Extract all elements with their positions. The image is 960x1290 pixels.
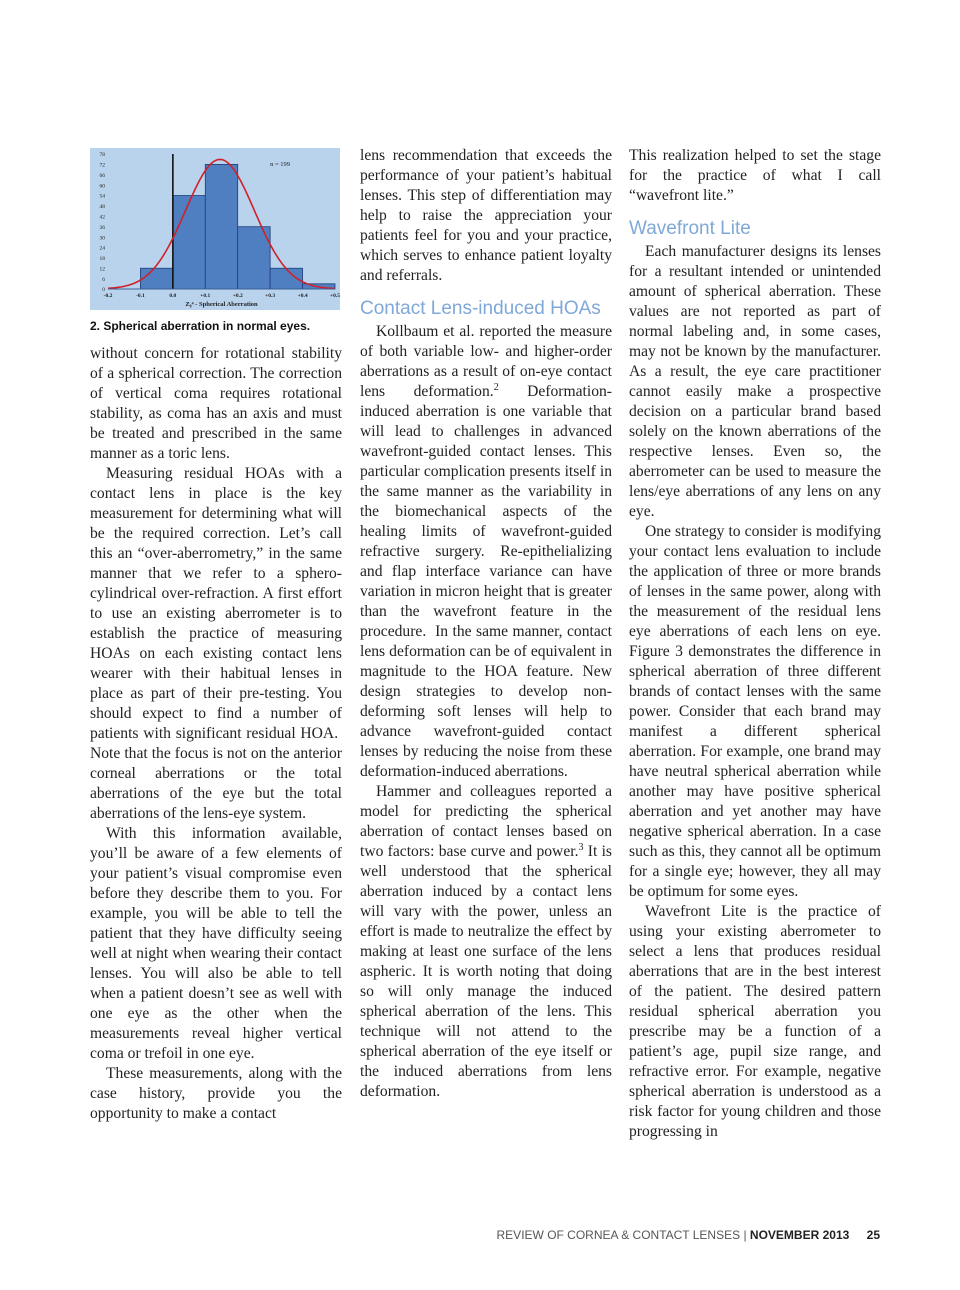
x-tick-label: +0.3 [265,293,276,299]
x-tick-label: 0.0 [169,293,177,299]
column-3 [629,146,881,1142]
paragraph: Each manufacturer designs its lenses for a resultant intended or unintended amount of spherical aberration. These values are not reported as part of normal labeling and, in some cases, may not be known by the manufacturer. As a result, the eye care practitioner cannot easily make a prospective decision on a particular brand based solely on the known aberrations of the respective lenses. Even so, the aberrometer can be used to measure the lens/eye aberrations of any lens on any eye. [629,243,881,520]
y-tick-label: 0 [102,287,105,294]
y-tick-label: 42 [99,214,105,221]
sample-size-annotation: n = 199 [270,161,291,169]
paragraph-text: Kollbaum et al. reported the measure of both variable low- and higher-order aberrations as a result of on-eye contact lens deformation. [360,323,612,400]
paragraph: One strategy to consider is modifying your contact lens evaluation to include the application of three or more brands of lenses in the same power, along with the measurement of the residual lens eye aberrations of each lens on eye. Figure 3 demonstrates the difference in spherical aberration of three different brands of contact lenses with the same power. Consider that each brand may manifest a different spherical aberration. For example, one brand may have neutral spherical aberration while another may have positive spherical aberration and yet another may have negative spherical aberration. In a case such as this, they cannot all be optimum for a single eye; however, they all may be optimum for some eyes. [629,523,881,900]
histogram-bar [140,268,172,289]
figure-caption: 2. Spherical aberration in normal eyes. [90,319,311,333]
paragraph [360,322,612,782]
issue-date: NOVEMBER 2013 [749,1228,850,1242]
page-footer [497,1228,880,1242]
y-tick-label: 54 [99,193,105,200]
paragraph-text: Hammer and colleagues reported a model for predicting the spherical aberration of contact lenses based on two factors: base curve and power. [360,783,612,860]
paragraph: Measuring residual HOAs with a contact lens in place is the key measurement for determining what will be the required correction. Let’s call this an “over-aberrometry,” in the same manner that we refer to a sphero-cylindrical over-refraction. A first effort to use an existing aberrometer is to establish the practice of measuring HOAs on each existing contact lens wearer with their habitual lenses in place as part of their pre-testing. You should expect to find a number of patients with significant residual HOA. Note that the focus is not on the anterior corneal aberrations or the total aberrations of the eye but the total aberrations of the lens-eye system. [90,465,342,822]
y-tick-label: 72 [99,162,105,169]
y-tick-label: 30 [99,235,105,242]
paragraph-text: It is well understood that the spherical aberration induced by a contact lens will vary with the power, unless an effort is made to neutralize the effect by making at least one surface of the lens aspheric. It is worth noting that doing so will only manage the induced spherical aberration of the lens. This technique will not attend to the spherical aberration of the eye itself or the induced aberrations from lens deformation. [360,843,612,1100]
column-2 [360,146,612,1102]
y-tick-label: 24 [99,245,105,252]
paragraph-text: Deformation-induced aberration is one variable that will lead to challenges in advanced wavefront-guided contact lenses. This particular complication presents itself in the same manner as the variability in the biomechanical aspects of the healing limits of wavefront-guided refractive surgery. Re-epithelializing and flap interface variance can have variation in micron height that is greater than the wavefront feature in the procedure. In the same manner, contact lens deformation can be of equivalent in magnitude to the HOA feature. New design strategies to develop non-deforming soft lenses will help to advance wavefront-guided contact lenses by reducing the noise from these deformation-induced aberrations. [360,383,612,780]
y-tick-label: 78 [99,152,105,159]
x-tick-label: -0.1 [136,293,145,299]
y-tick-label: 48 [99,204,105,211]
paragraph [360,782,612,1102]
column-1 [90,344,342,1124]
y-tick-label: 60 [99,183,105,190]
x-tick-label: +0.4 [297,293,308,299]
y-tick-label: 6 [102,276,105,283]
x-tick-label: -0.2 [103,293,113,299]
paragraph: With this information available, you’ll be aware of a few elements of your patient’s visual compromise even before they describe them to you. For example, you will be able to tell the patient that they have difficulty seeing well at night when wearing their contact lenses. You will also be able to tell when a patient doesn’t see as well with one eye as the other when the measurements reveal higher vertical coma or trefoil in one eye. [90,825,342,1062]
section-heading-contact-lens-induced-hoas: Contact Lens-induced HOAs [360,298,601,319]
y-tick-label: 36 [99,224,105,231]
paragraph: without concern for rotational stability of a spherical correction. The correction of vertical coma requires rotational stability, as coma has an axis and must be treated and prescribed in the same manner as a toric lens. [90,345,342,462]
journal-name: REVIEW OF CORNEA & CONTACT LENSES | [496,1228,747,1242]
x-tick-label: +0.5 [329,293,340,299]
y-tick-label: 66 [99,172,105,179]
paragraph: This realization helped to set the stage for the practice of what I call “wavefront lite.” [629,147,881,204]
x-tick-label: +0.1 [200,293,211,299]
paragraph: lens recommendation that exceeds the performance of your patient’s habitual lenses. This step of differentiation may help to raise the appreciation your patients feel for you and your practice, which serves to enhance patient loyalty and referrals. [360,147,612,284]
x-axis-title: Z₀⁴ - Spherical Aberration [185,301,258,308]
section-heading-wavefront-lite: Wavefront Lite [629,218,751,239]
reference-superscript: 2 [493,381,499,393]
y-tick-label: 18 [99,256,105,263]
page-number: 25 [866,1228,880,1242]
histogram-bar [173,196,205,289]
paragraph: Wavefront Lite is the practice of using your existing aberrometer to select a lens that produces residual aberrations that are in the best interest of the patient. The desired pattern residual spherical aberration you prescribe may be a function of a patient’s age, pupil size range, and refractive error. For example, negative spherical aberration is understood as a risk factor for young children and those progressing in [629,903,881,1140]
x-tick-label: +0.2 [232,293,243,299]
histogram-bar [205,164,237,289]
spherical-aberration-histogram [90,148,340,310]
reference-superscript: 3 [578,841,584,853]
paragraph: These measurements, along with the case history, provide you the opportunity to make a contact [90,1065,342,1122]
y-tick-label: 12 [99,266,105,273]
